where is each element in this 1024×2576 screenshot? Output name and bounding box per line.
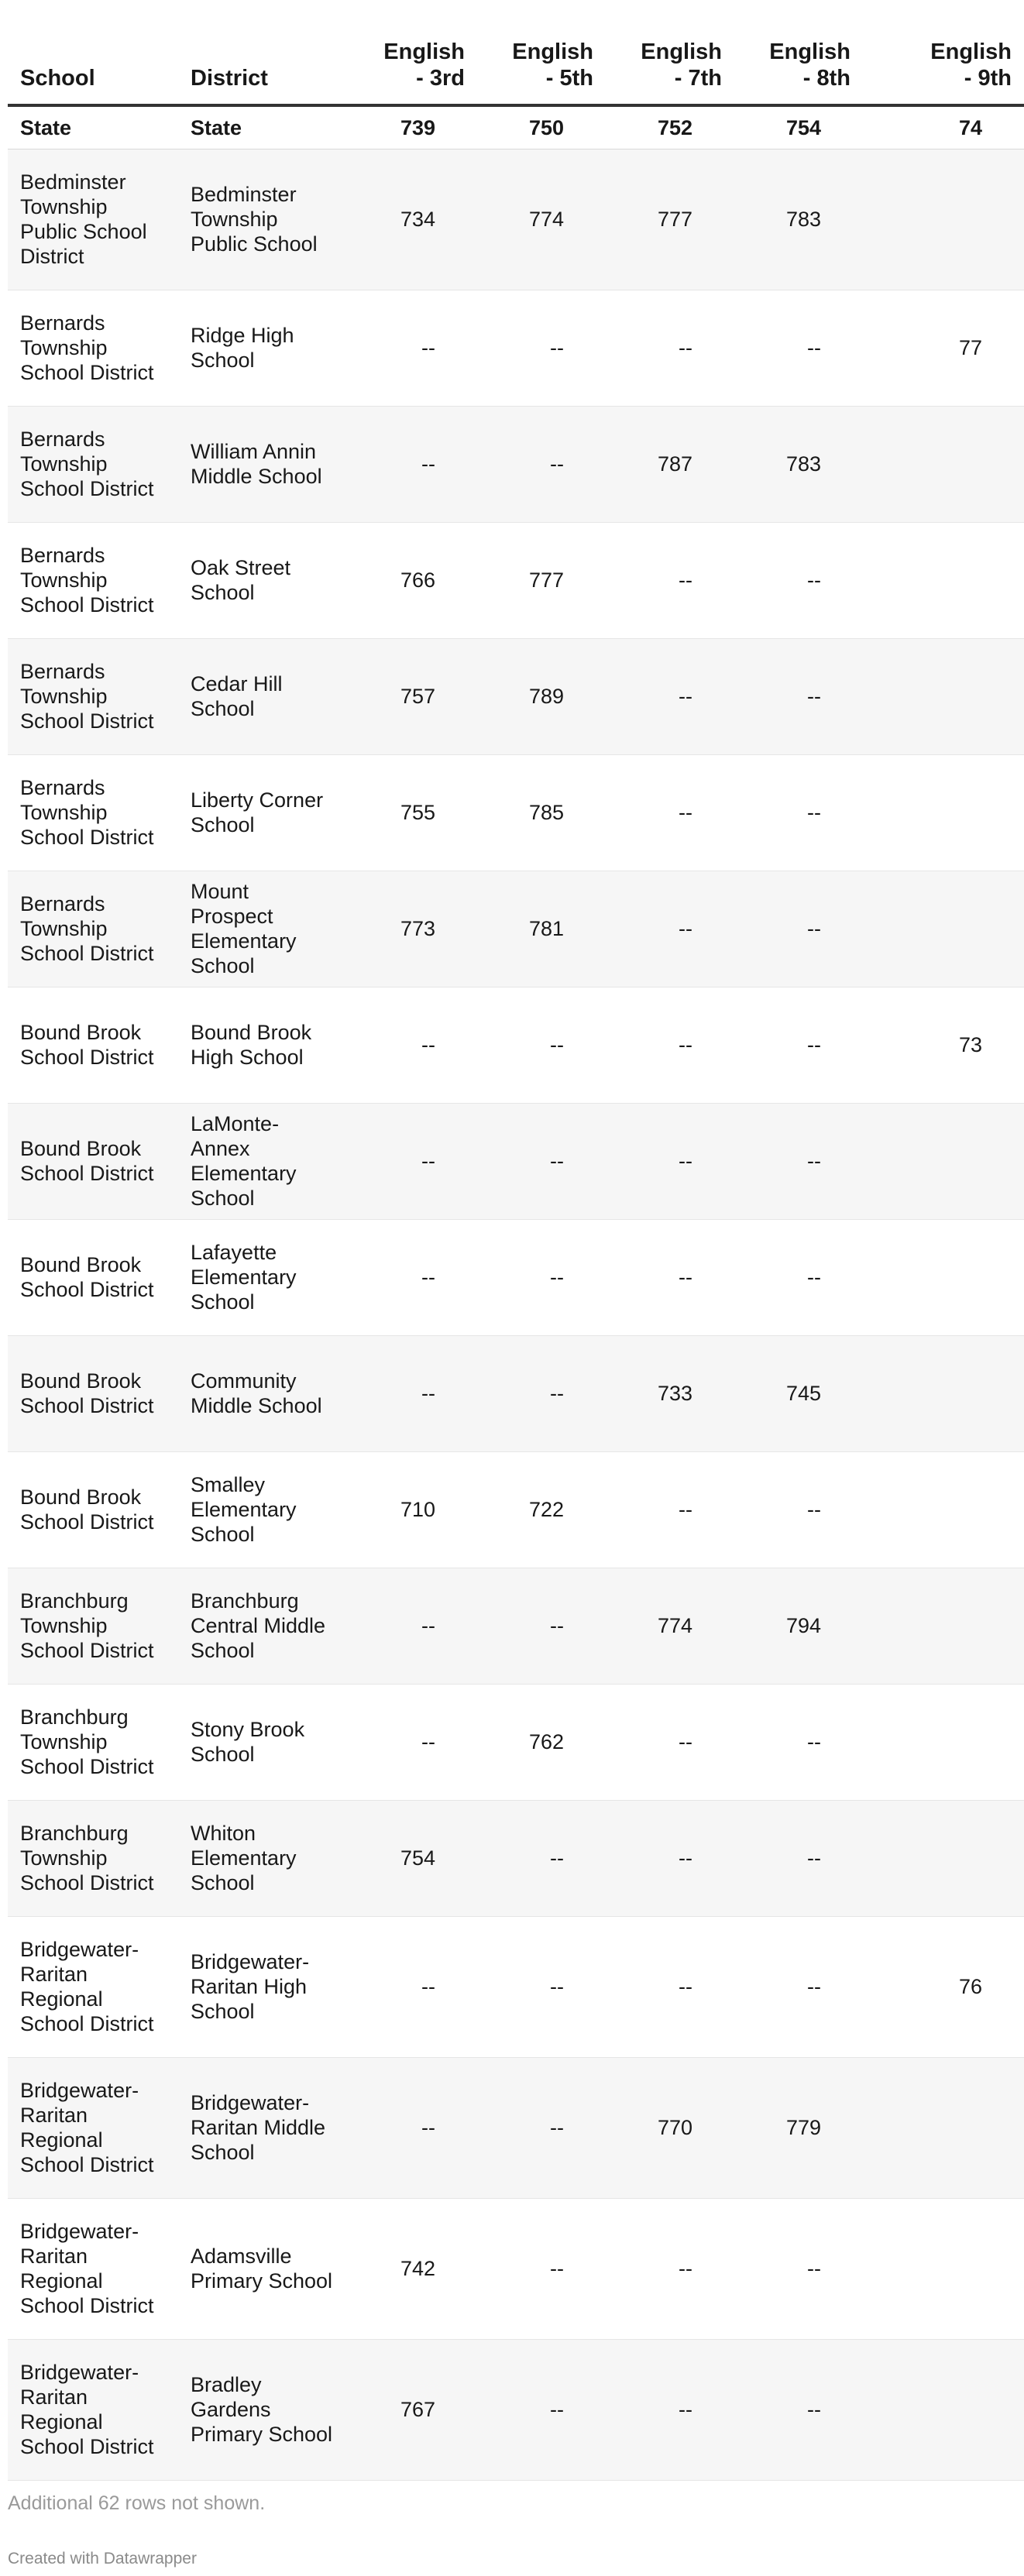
value-cell: 787 (606, 406, 734, 522)
value-cell: 774 (606, 1568, 734, 1684)
value-cell: 777 (477, 522, 606, 638)
value-cell: -- (606, 2198, 734, 2339)
value-cell: 783 (734, 149, 863, 290)
header-line: English (930, 39, 1012, 64)
table-row (8, 1684, 1024, 1800)
value-cell: -- (734, 871, 863, 987)
header-line: - 3rd (416, 66, 465, 91)
value-cell (863, 1335, 1024, 1451)
value-cell: -- (734, 754, 863, 871)
state-value-cell: 752 (606, 105, 734, 149)
value-cell (863, 754, 1024, 871)
value-cell: -- (477, 2339, 606, 2480)
value-cell: 710 (349, 1451, 477, 1568)
value-cell: -- (349, 2057, 477, 2198)
school-cell: Bernards Township School District (8, 290, 178, 406)
datawrapper-credit-link[interactable]: Created with Datawrapper (8, 2550, 197, 2567)
district-cell: Bridgewater-Raritan Middle School (178, 2057, 349, 2198)
value-cell: -- (349, 406, 477, 522)
table-row (8, 871, 1024, 987)
school-cell: Bernards Township School District (8, 406, 178, 522)
district-cell: Oak Street School (178, 522, 349, 638)
district-cell: William Annin Middle School (178, 406, 349, 522)
value-cell (863, 2339, 1024, 2480)
value-cell: 785 (477, 754, 606, 871)
school-cell: Bridgewater-Raritan Regional School District (8, 2339, 178, 2480)
value-cell: 742 (349, 2198, 477, 2339)
table-row (8, 1335, 1024, 1451)
value-cell: -- (606, 522, 734, 638)
value-cell: -- (606, 1219, 734, 1335)
value-cell: -- (734, 1451, 863, 1568)
district-cell: Smalley Elementary School (178, 1451, 349, 1568)
value-cell: -- (606, 1684, 734, 1800)
school-cell: Bound Brook School District (8, 1335, 178, 1451)
value-cell: -- (734, 2339, 863, 2480)
table-row (8, 1916, 1024, 2057)
value-cell (863, 406, 1024, 522)
value-cell: -- (477, 1335, 606, 1451)
state-district-cell: State (178, 105, 349, 149)
value-cell (863, 1684, 1024, 1800)
value-cell: -- (734, 987, 863, 1103)
table-row (8, 1568, 1024, 1684)
value-cell: -- (734, 1103, 863, 1219)
value-cell: -- (477, 2057, 606, 2198)
value-cell: -- (349, 290, 477, 406)
value-cell (863, 1103, 1024, 1219)
header-line: District (191, 66, 268, 91)
school-cell: Bernards Township School District (8, 638, 178, 754)
value-cell (863, 871, 1024, 987)
table-row (8, 522, 1024, 638)
value-cell: -- (734, 522, 863, 638)
value-cell: 73 (863, 987, 1024, 1103)
school-cell: Branchburg Township School District (8, 1568, 178, 1684)
school-cell: Bernards Township School District (8, 522, 178, 638)
district-cell: Ridge High School (178, 290, 349, 406)
table-row (8, 1219, 1024, 1335)
value-cell: -- (606, 1103, 734, 1219)
value-cell: -- (477, 290, 606, 406)
value-cell (863, 1219, 1024, 1335)
district-cell: Cedar Hill School (178, 638, 349, 754)
value-cell: 783 (734, 406, 863, 522)
value-cell: 766 (349, 522, 477, 638)
value-cell: -- (734, 1916, 863, 2057)
column-header-english-3rd[interactable] (349, 0, 477, 105)
table-viewport[interactable] (8, 0, 1012, 2481)
header-line: English (383, 39, 465, 64)
value-cell: 770 (606, 2057, 734, 2198)
state-value-cell: 74 (863, 105, 1024, 149)
value-cell: -- (349, 987, 477, 1103)
district-cell: LaMonte-Annex Elementary School (178, 1103, 349, 1219)
value-cell: -- (349, 1684, 477, 1800)
value-cell: -- (477, 2198, 606, 2339)
state-value-cell: 739 (349, 105, 477, 149)
table-row (8, 638, 1024, 754)
school-cell: Bridgewater-Raritan Regional School District (8, 2198, 178, 2339)
value-cell: -- (349, 1916, 477, 2057)
value-cell (863, 638, 1024, 754)
table-row (8, 1103, 1024, 1219)
value-cell: -- (349, 1219, 477, 1335)
value-cell (863, 1800, 1024, 1916)
header-line: English (512, 39, 593, 64)
value-cell: -- (606, 754, 734, 871)
table-row (8, 2198, 1024, 2339)
header-line: School (20, 66, 95, 91)
value-cell: -- (606, 987, 734, 1103)
school-cell: Bridgewater-Raritan Regional School District (8, 1916, 178, 2057)
value-cell (863, 149, 1024, 290)
value-cell: -- (734, 1800, 863, 1916)
district-cell: Stony Brook School (178, 1684, 349, 1800)
header-line: - 9th (964, 66, 1012, 91)
value-cell: 781 (477, 871, 606, 987)
table-row (8, 754, 1024, 871)
district-cell: Branchburg Central Middle School (178, 1568, 349, 1684)
value-cell: 779 (734, 2057, 863, 2198)
data-table (8, 0, 1024, 2481)
column-header-district[interactable] (178, 0, 349, 105)
header-line: English (769, 39, 850, 64)
table-row (8, 987, 1024, 1103)
value-cell (863, 2057, 1024, 2198)
value-cell: 757 (349, 638, 477, 754)
value-cell: 733 (606, 1335, 734, 1451)
value-cell: -- (734, 1219, 863, 1335)
district-cell: Whiton Elementary School (178, 1800, 349, 1916)
column-header-english-9th[interactable] (863, 0, 1024, 105)
header-line: - 7th (674, 66, 722, 91)
value-cell: 777 (606, 149, 734, 290)
value-cell: -- (734, 638, 863, 754)
state-value-cell: 754 (734, 105, 863, 149)
value-cell: -- (606, 1916, 734, 2057)
value-cell: -- (606, 1451, 734, 1568)
school-cell: Bernards Township School District (8, 754, 178, 871)
value-cell: -- (606, 871, 734, 987)
value-cell: 745 (734, 1335, 863, 1451)
value-cell: -- (606, 2339, 734, 2480)
value-cell (863, 1451, 1024, 1568)
district-cell: Lafayette Elementary School (178, 1219, 349, 1335)
value-cell (863, 522, 1024, 638)
header-row (8, 0, 1024, 105)
value-cell: -- (606, 1800, 734, 1916)
value-cell: 789 (477, 638, 606, 754)
column-header-english-7th[interactable] (606, 0, 734, 105)
school-cell: Bernards Township School District (8, 871, 178, 987)
table-body (8, 105, 1024, 2480)
table-row (8, 1451, 1024, 1568)
value-cell: 754 (349, 1800, 477, 1916)
district-cell: Adamsville Primary School (178, 2198, 349, 2339)
value-cell: -- (477, 406, 606, 522)
value-cell: -- (477, 1219, 606, 1335)
value-cell: -- (349, 1103, 477, 1219)
value-cell: 76 (863, 1916, 1024, 2057)
value-cell (863, 2198, 1024, 2339)
value-cell: -- (477, 1103, 606, 1219)
school-cell: Bedminster Township Public School District (8, 149, 178, 290)
district-cell: Bound Brook High School (178, 987, 349, 1103)
value-cell: -- (349, 1568, 477, 1684)
district-cell: Bridgewater-Raritan High School (178, 1916, 349, 2057)
value-cell: -- (477, 987, 606, 1103)
value-cell: 722 (477, 1451, 606, 1568)
school-cell: Bound Brook School District (8, 1219, 178, 1335)
table-row (8, 2057, 1024, 2198)
value-cell (863, 1568, 1024, 1684)
column-header-english-8th[interactable] (734, 0, 863, 105)
table-row (8, 149, 1024, 290)
value-cell: 767 (349, 2339, 477, 2480)
state-school-cell: State (8, 105, 178, 149)
state-value-cell: 750 (477, 105, 606, 149)
value-cell: 762 (477, 1684, 606, 1800)
school-cell: Bound Brook School District (8, 1103, 178, 1219)
value-cell: -- (477, 1568, 606, 1684)
value-cell: 774 (477, 149, 606, 290)
value-cell: -- (477, 1916, 606, 2057)
table-row (8, 290, 1024, 406)
school-cell: Bound Brook School District (8, 987, 178, 1103)
value-cell: -- (734, 290, 863, 406)
district-cell: Liberty Corner School (178, 754, 349, 871)
value-cell: -- (349, 1335, 477, 1451)
district-cell: Community Middle School (178, 1335, 349, 1451)
table-row (8, 1800, 1024, 1916)
column-header-school[interactable] (8, 0, 178, 105)
value-cell: 77 (863, 290, 1024, 406)
school-cell: Branchburg Township School District (8, 1800, 178, 1916)
school-cell: Bridgewater-Raritan Regional School District (8, 2057, 178, 2198)
value-cell: 734 (349, 149, 477, 290)
value-cell: -- (606, 290, 734, 406)
value-cell: 794 (734, 1568, 863, 1684)
column-header-english-5th[interactable] (477, 0, 606, 105)
value-cell: -- (734, 1684, 863, 1800)
school-cell: Branchburg Township School District (8, 1684, 178, 1800)
value-cell: -- (734, 2198, 863, 2339)
district-cell: Mount Prospect Elementary School (178, 871, 349, 987)
value-cell: 755 (349, 754, 477, 871)
table-row (8, 2339, 1024, 2480)
header-line: English (641, 39, 722, 64)
value-cell: -- (477, 1800, 606, 1916)
header-line: - 5th (545, 66, 593, 91)
district-cell: Bedminster Township Public School (178, 149, 349, 290)
state-row (8, 105, 1024, 149)
header-line: - 8th (802, 66, 850, 91)
table-notes: Additional 62 rows not shown. (8, 2492, 266, 2514)
school-cell: Bound Brook School District (8, 1451, 178, 1568)
table-row (8, 406, 1024, 522)
value-cell: 773 (349, 871, 477, 987)
district-cell: Bradley Gardens Primary School (178, 2339, 349, 2480)
value-cell: -- (606, 638, 734, 754)
